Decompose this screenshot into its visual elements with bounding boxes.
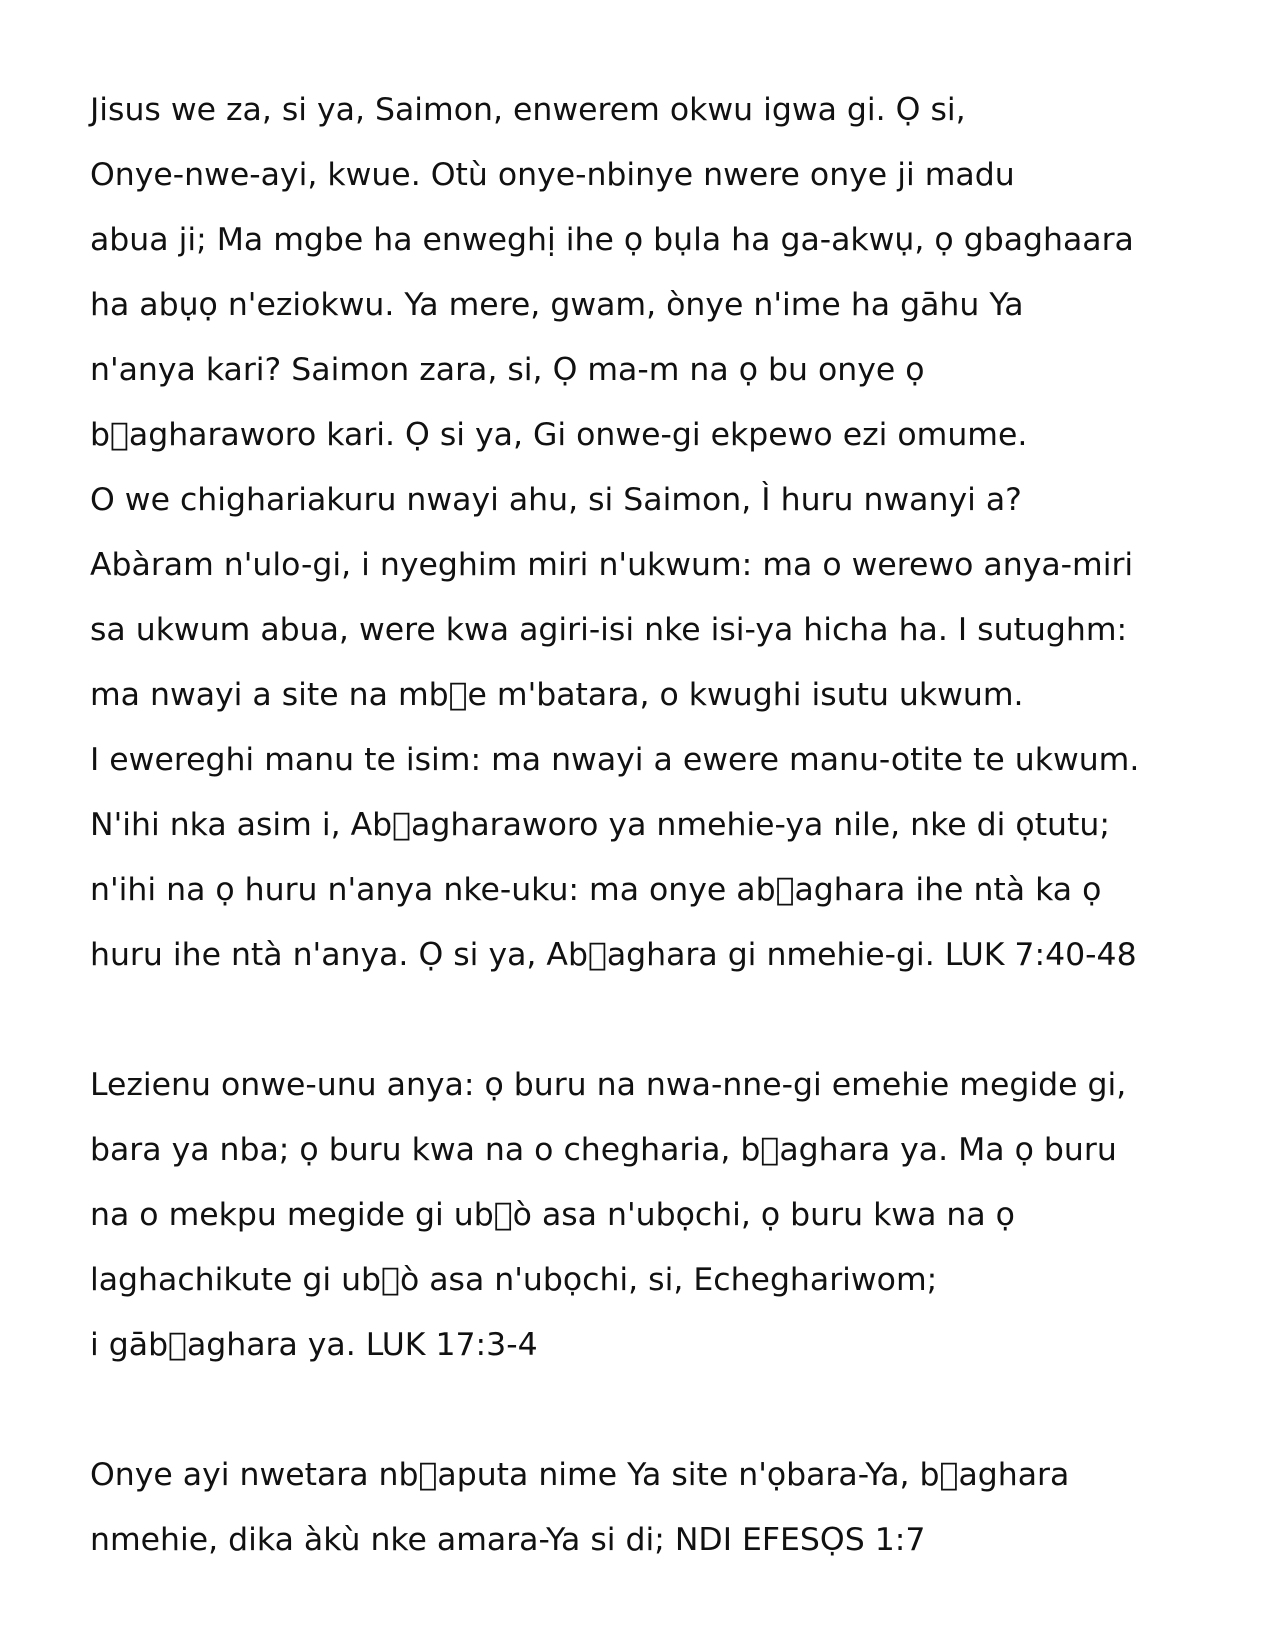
passage-ephesians-1-7 (90, 1443, 1240, 1573)
text-line: abua ji; Ma mgbe ha enweghị ihe ọ bụla ha ga-akwụ, ọ gbaghaara (90, 222, 1134, 258)
text-line: Abàram n'ulo-gi, i nyeghim miri n'ukwum: ma o werewo anya-miri (90, 547, 1134, 583)
text-line: nmehie, dika àkù nke amara-Ya si di; NDI EFESỌS 1:7 (90, 1522, 926, 1558)
text-line: ha abụọ n'eziokwu. Ya mere, gwam, ònye n'ime ha gāhu Ya (90, 287, 1024, 323)
text-line: N'ihi nka asim i, Ab agharaworo ya nmehie-ya nile, nke di ọtutu; (90, 807, 1110, 843)
text-line: b agharaworo kari. Ọ si ya, Gi onwe-gi ekpewo ezi omume. (90, 417, 1028, 453)
text-line: O we chighariakuru nwayi ahu, si Saimon, Ì huru nwanyi a? (90, 482, 1022, 518)
text-line: na o mekpu megide gi ub ò asa n'ubọchi, ọ buru kwa na ọ (90, 1197, 1015, 1233)
text-line: n'ihi na ọ huru n'anya nke-uku: ma onye ab aghara ihe ntà ka ọ (90, 872, 1102, 908)
scripture-page (90, 78, 1240, 1573)
text-line: Lezienu onwe-unu anya: ọ buru na nwa-nne-gi emehie megide gi, (90, 1067, 1127, 1103)
text-line: laghachikute gi ub ò asa n'ubọchi, si, Echeghariwom; (90, 1262, 938, 1298)
text-line: Onye-nwe-ayi, kwue. Otù onye-nbinye nwere onye ji madu (90, 157, 1015, 193)
text-line: sa ukwum abua, were kwa agiri-isi nke isi-ya hicha ha. I sutughm: (90, 612, 1128, 648)
text-line: bara ya nba; ọ buru kwa na o chegharia, b aghara ya. Ma ọ buru (90, 1132, 1117, 1168)
text-line: ma nwayi a site na mb e m'batara, o kwughi isutu ukwum. (90, 677, 1024, 713)
text-line: Onye ayi nwetara nb aputa nime Ya site n'ọbara-Ya, b aghara (90, 1457, 1070, 1493)
text-line: i gāb aghara ya. LUK 17:3-4 (90, 1327, 538, 1363)
text-line: huru ihe ntà n'anya. Ọ si ya, Ab aghara gi nmehie-gi. LUK 7:40-48 (90, 937, 1137, 973)
text-line: I ewereghi manu te isim: ma nwayi a ewere manu-otite te ukwum. (90, 742, 1140, 778)
text-line: n'anya kari? Saimon zara, si, Ọ ma-m na ọ bu onye ọ (90, 352, 925, 388)
passage-luke-17-3-4 (90, 1053, 1240, 1378)
passage-luke-7-40-48 (90, 78, 1240, 988)
text-line: Jisus we za, si ya, Saimon, enwerem okwu igwa gi. Ọ si, (90, 92, 966, 128)
